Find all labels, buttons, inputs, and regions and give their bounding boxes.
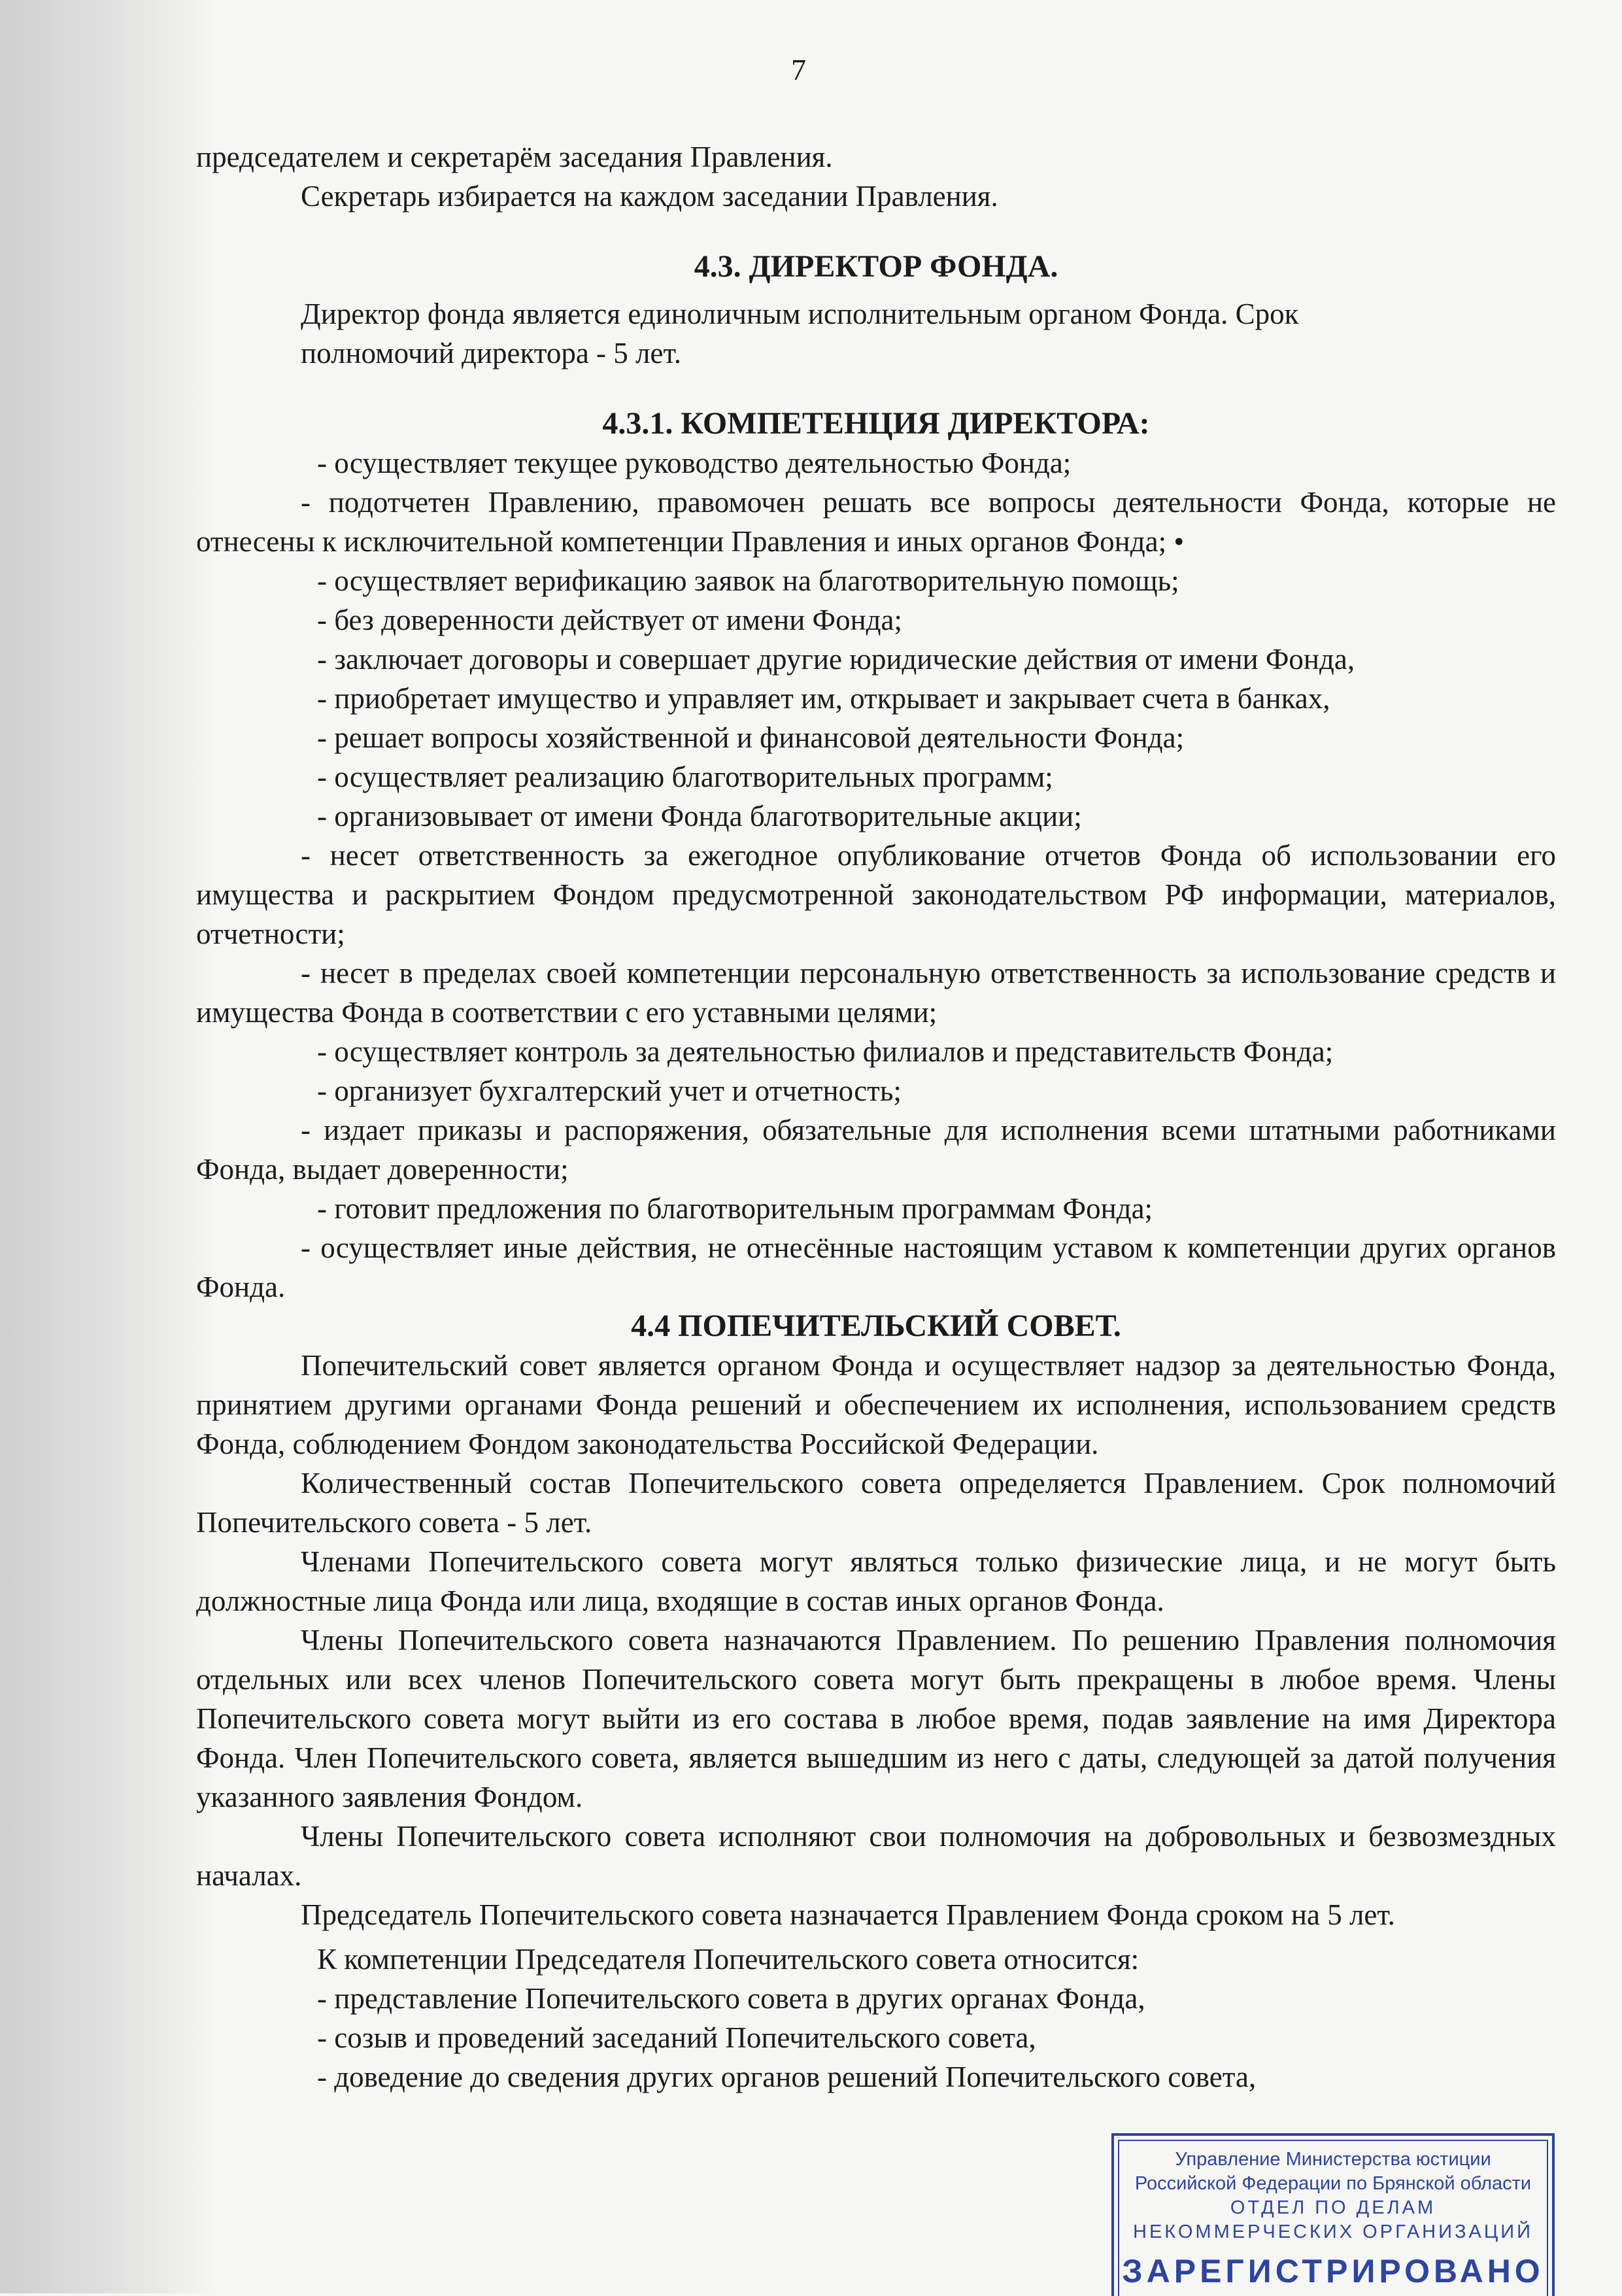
competence-item: - организует бухгалтерский учет и отчетность; [317,1074,902,1107]
stamp-line: Российской Федерации по Брянской области [1134,2173,1532,2194]
competence-item: - готовит предложения по благотворительным программам Фонда; [317,1192,1153,1225]
chair-item: - доведение до сведения других органов решений Попечительского совета, [317,2061,1257,2093]
director-text: Директор фонда является единоличным исполнительным органом Фонда. Срок [301,298,1299,330]
intro-line: председателем и секретарём заседания Правления. [196,141,833,173]
competence-item: - приобретает имущество и управляет им, открывает и закрывает счета в банках, [317,682,1330,715]
competence-item: - без доверенности действует от имени Фонда; [317,604,903,636]
section-heading-director: 4.3. ДИРЕКТОР ФОНДА. [694,249,1058,284]
intro-line: Секретарь избирается на каждом заседании Правления. [301,180,998,213]
board-paragraph: Члены Попечительского совета исполняют свои полномочия на добровольных и безвозмездных началах. [196,1820,1556,1892]
section-heading-board: 4.4 ПОПЕЧИТЕЛЬСКИЙ СОВЕТ. [631,1309,1121,1343]
competence-item: - осуществляет текущее руководство деятельностью Фонда; [317,447,1072,479]
board-paragraph: Члены Попечительского совета назначаются Правлением. По решению Правления полномочия отдельных или всех членов Попечительского совета могут быть прекращены в любое время. Члены Попечительского совета могут выйти из его состава в любое время, подав заявление на имя Директора Фонда. Член Попечительского совета, является вышедшим из него с даты, следующей за датой получения указанного заявления Фондом. [196,1624,1556,1813]
chair-item: - представление Попечительского совета в других органах Фонда, [317,1982,1145,2015]
competence-item: - осуществляет иные действия, не отнесённые настоящим уставом к компетенции других органов Фонда. [196,1231,1556,1303]
competence-item: - несет ответственность за ежегодное опубликование отчетов Фонда об использовании его имущества и раскрытием Фондом предусмотренной законодательством РФ информации, материалов, отчетности; [196,839,1556,950]
board-paragraph: Попечительский совет является органом Фонда и осуществляет надзор за деятельностью Фонда, принятием другими органами Фонда решений и обеспечением их исполнения, использованием средств Фонда, соблюдением Фондом законодательства Российской Федерации. [196,1349,1556,1460]
competence-item: - подотчетен Правлению, правомочен решать все вопросы деятельности Фонда, которые не отнесены к исключительной компетенции Правления и иных органов Фонда; • [196,486,1556,558]
competence-item: - заключает договоры и совершает другие юридические действия от имени Фонда, [317,643,1355,676]
page-number: 7 [791,53,806,86]
competence-item: - осуществляет контроль за деятельностью филиалов и представительств Фонда; [317,1035,1334,1068]
competence-item: - решает вопросы хозяйственной и финансовой деятельности Фонда; [317,721,1185,754]
section-heading-competence: 4.3.1. КОМПЕТЕНЦИЯ ДИРЕКТОРА: [602,406,1150,441]
stamp-line: НЕКОММЕРЧЕСКИХ ОРГАНИЗАЦИЙ [1133,2221,1533,2242]
board-paragraph: Председатель Попечительского совета назначается Правлением Фонда сроком на 5 лет. [301,1898,1395,1931]
board-paragraph: Количественный состав Попечительского совета определяется Правлением. Срок полномочий Попечительского совета - 5 лет. [196,1467,1556,1539]
competence-item: - издает приказы и распоряжения, обязательные для исполнения всеми штатными работниками Фонда, выдает доверенности; [196,1114,1556,1186]
chair-item: - созыв и проведений заседаний Попечительского совета, [317,2021,1036,2054]
stamp-registered: ЗАРЕГИСТРИРОВАНО [1122,2253,1544,2289]
board-paragraph: Членами Попечительского совета могут являться только физические лица, и не могут быть должностные лица Фонда или лица, входящие в состав иных органов Фонда. [196,1545,1556,1617]
chair-intro: К компетенции Председателя Попечительского совета относится: [317,1943,1140,1976]
stamp-line: ОТДЕЛ ПО ДЕЛАМ [1230,2197,1436,2218]
competence-item: - организовывает от имени Фонда благотворительные акции; [317,800,1082,832]
registration-stamp [1111,2133,1555,2296]
document-body [196,39,1556,2097]
stamp-inner-border [1118,2140,1548,2296]
director-text: полномочий директора - 5 лет. [301,337,681,369]
competence-item: - несет в пределах своей компетенции персональную ответственность за использование средств и имущества Фонда в соответствии с его уставными целями; [196,957,1556,1029]
stamp-line: Управление Министерства юстиции [1175,2149,1491,2170]
competence-item: - осуществляет реализацию благотворительных программ; [317,761,1053,793]
competence-item: - осуществляет верификацию заявок на благотворительную помощь; [317,564,1179,597]
scan-edge-shadow [0,0,216,2293]
